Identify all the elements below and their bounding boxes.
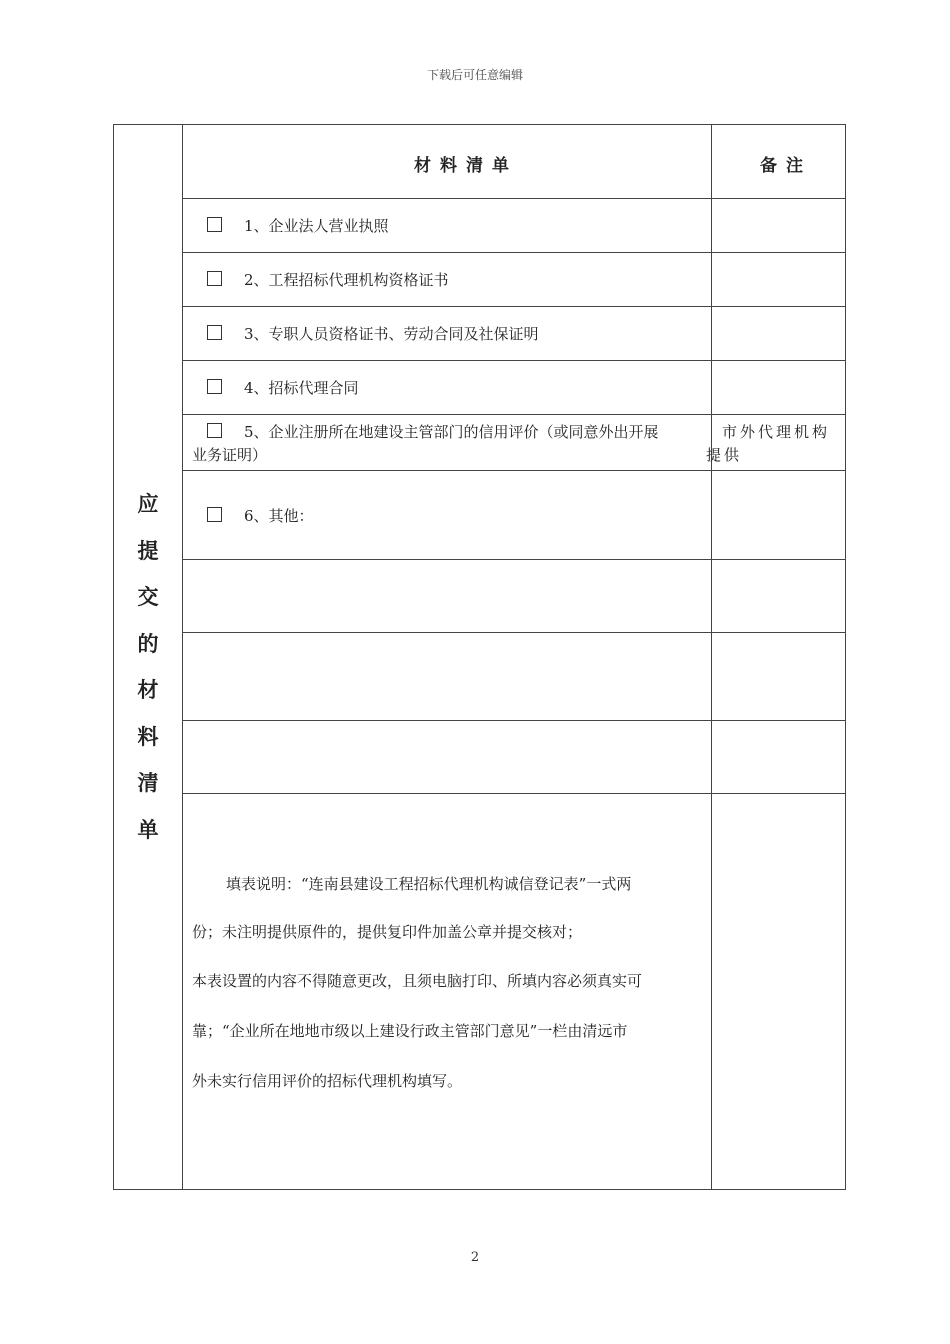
checkbox-icon[interactable]: [207, 217, 222, 232]
note-text: 靠；“企业所在地地市级以上建设行政主管部门意见”一栏由清远市: [192, 1022, 628, 1040]
remark-text: 市外代理机构: [722, 423, 831, 441]
checkbox-icon[interactable]: [207, 271, 222, 286]
row-divider: [182, 559, 845, 560]
row-divider: [182, 470, 845, 471]
checklist-item-label: 1、企业法人营业执照: [244, 217, 389, 235]
side-title-char: 料: [137, 724, 159, 749]
checklist-item-label: 5、企业注册所在地建设主管部门的信用评价（或同意外出开展: [244, 423, 659, 441]
note-text: 本表设置的内容不得随意更改，且须电脑打印、所填内容必须真实可: [192, 972, 643, 990]
page-number: 2: [470, 1250, 480, 1265]
side-title: [114, 481, 182, 853]
page-header: 下载后可任意编辑: [426, 68, 523, 82]
row-divider: [182, 793, 845, 794]
remarks-column-header: 备注: [760, 156, 812, 176]
side-title-char: 材: [137, 678, 159, 702]
checklist-item-label: 3、专职人员资格证书、劳动合同及社保证明: [244, 325, 539, 343]
row-divider: [182, 720, 845, 721]
checklist-item[interactable]: [207, 421, 659, 443]
checkbox-icon[interactable]: [207, 507, 222, 522]
note-text: 外未实行信用评价的招标代理机构填写。: [192, 1072, 463, 1090]
row-divider: [182, 198, 845, 199]
checklist-item[interactable]: [207, 505, 314, 527]
side-title-char: 提: [137, 538, 159, 563]
row-divider: [182, 306, 845, 307]
row-divider: [182, 632, 845, 633]
checkbox-icon[interactable]: [207, 423, 222, 438]
side-title-char: 交: [137, 585, 159, 609]
checklist-item-label: 6、其他：: [244, 507, 314, 525]
note-text: 份；未注明提供原件的，提供复印件加盖公章并提交核对；: [192, 923, 583, 941]
checklist-item-continuation: 业务证明）: [192, 446, 268, 464]
note-text: 填表说明：“连南县建设工程招标代理机构诚信登记表”一式两: [226, 875, 632, 893]
checklist-item-label: 2、工程招标代理机构资格证书: [244, 271, 449, 289]
checkbox-icon[interactable]: [207, 379, 222, 394]
checklist-item[interactable]: [207, 377, 359, 399]
column-divider: [711, 125, 712, 1189]
checklist-item-label: 4、招标代理合同: [244, 379, 359, 397]
side-title-char: 的: [137, 631, 159, 656]
checklist-item[interactable]: [207, 269, 449, 291]
column-divider: [182, 125, 183, 1189]
materials-table: [113, 124, 846, 1190]
row-divider: [182, 252, 845, 253]
side-title-char: 应: [137, 492, 159, 516]
materials-column-header: 材料清单: [414, 156, 518, 176]
checklist-item[interactable]: [207, 323, 539, 345]
checkbox-icon[interactable]: [207, 325, 222, 340]
remark-text: 提供: [706, 446, 743, 464]
row-divider: [182, 414, 845, 415]
side-title-char: 清: [137, 771, 159, 795]
checklist-item[interactable]: [207, 215, 389, 237]
row-divider: [182, 360, 845, 361]
side-title-char: 单: [137, 817, 159, 842]
